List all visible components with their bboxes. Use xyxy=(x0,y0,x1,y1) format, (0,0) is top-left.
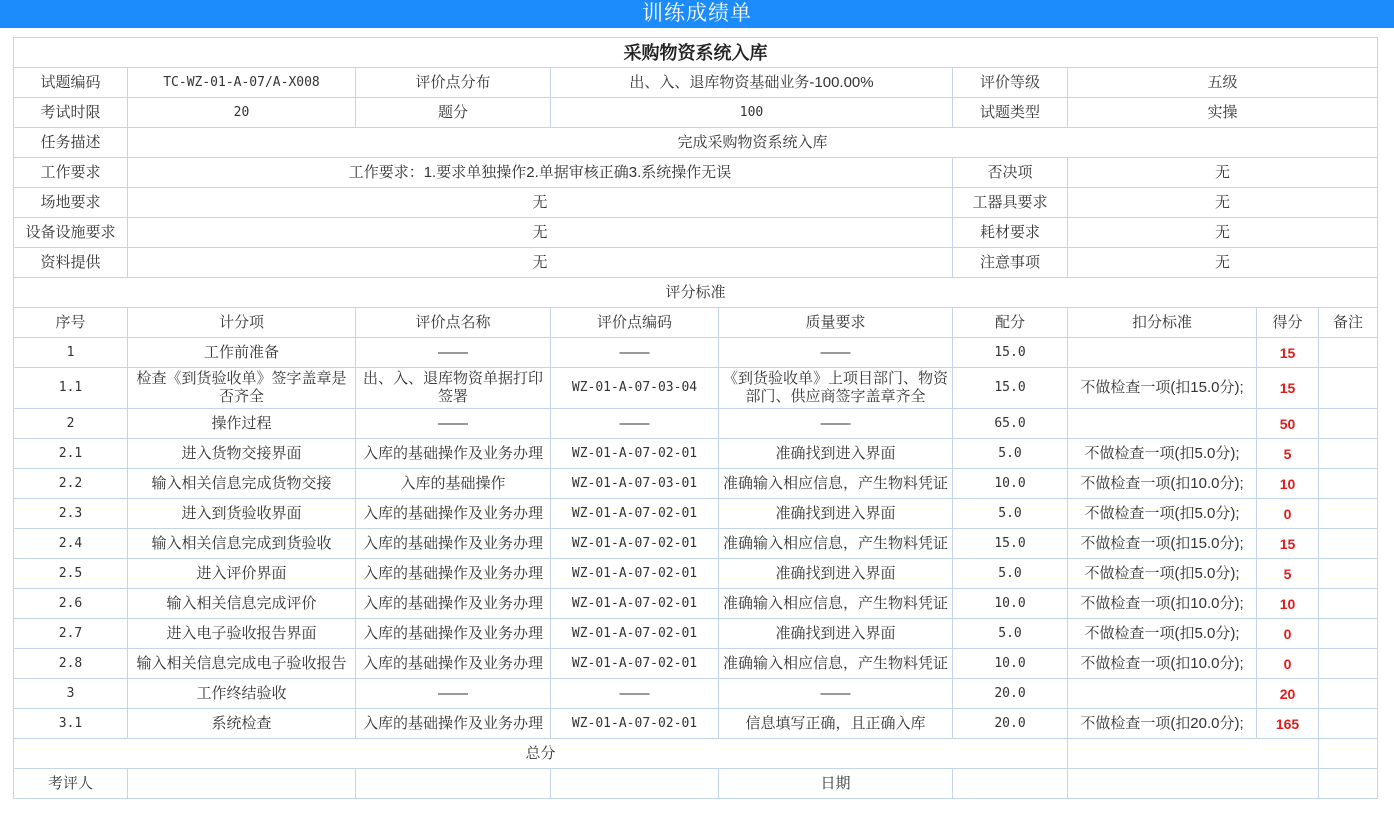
remark-cell xyxy=(1319,469,1378,499)
veto-item-label: 否决项 xyxy=(953,158,1068,188)
seq-cell: 2.6 xyxy=(14,589,128,619)
equipment-requirement-label: 设备设施要求 xyxy=(14,218,128,248)
quality-requirement-cell: 准确输入相应信息，产生物料凭证 xyxy=(719,469,953,499)
point-code-cell: WZ-01-A-07-02-01 xyxy=(551,499,719,529)
column-header-point-code: 评价点编码 xyxy=(551,308,719,338)
point-distribution-label: 评价点分布 xyxy=(356,68,551,98)
scoring-item-cell: 进入到货验收界面 xyxy=(128,499,356,529)
criteria-title: 评分标准 xyxy=(14,278,1378,308)
criteria-item-row xyxy=(14,649,1378,679)
deduction-rule-cell: 不做检查一项(扣10.0分); xyxy=(1068,649,1257,679)
consumable-requirement-label: 耗材要求 xyxy=(953,218,1068,248)
score-cell: 50 xyxy=(1257,409,1319,439)
criteria-item-row xyxy=(14,619,1378,649)
column-header-scoring-item: 计分项 xyxy=(128,308,356,338)
info-row-code xyxy=(14,68,1378,98)
criteria-title-row xyxy=(14,278,1378,308)
criteria-item-row xyxy=(14,469,1378,499)
seq-cell: 1 xyxy=(14,338,128,368)
criteria-header-row xyxy=(14,308,1378,338)
time-limit-value: 20 xyxy=(128,98,356,128)
sheet-title: 采购物资系统入库 xyxy=(14,38,1378,68)
info-row-work-requirement xyxy=(14,158,1378,188)
deduction-rule-cell: 不做检查一项(扣20.0分); xyxy=(1068,709,1257,739)
score-cell: 165 xyxy=(1257,709,1319,739)
remark-cell xyxy=(1319,439,1378,469)
page-header-bar xyxy=(0,0,1394,28)
weight-cell: 15.0 xyxy=(953,529,1068,559)
score-cell: 0 xyxy=(1257,499,1319,529)
score-cell: 5 xyxy=(1257,559,1319,589)
examiner-label: 考评人 xyxy=(14,769,128,799)
consumable-requirement-value: 无 xyxy=(1068,218,1378,248)
criteria-group-row xyxy=(14,338,1378,368)
task-description-value: 完成采购物资系统入库 xyxy=(128,128,1378,158)
seq-cell: 2.1 xyxy=(14,439,128,469)
point-code-cell: WZ-01-A-07-02-01 xyxy=(551,709,719,739)
point-code-cell: WZ-01-A-07-02-01 xyxy=(551,529,719,559)
column-header-remark: 备注 xyxy=(1319,308,1378,338)
deduction-rule-cell: 不做检查一项(扣15.0分); xyxy=(1068,529,1257,559)
total-remark-cell xyxy=(1319,739,1378,769)
examiner-name-cell xyxy=(128,769,356,799)
point-code-cell: WZ-01-A-07-02-01 xyxy=(551,619,719,649)
point-distribution-value: 出、入、退库物资基础业务-100.00% xyxy=(551,68,953,98)
criteria-group-row xyxy=(14,679,1378,709)
scoring-item-cell: 输入相关信息完成电子验收报告 xyxy=(128,649,356,679)
remark-cell xyxy=(1319,709,1378,739)
column-header-weight: 配分 xyxy=(953,308,1068,338)
criteria-item-row xyxy=(14,709,1378,739)
point-name-cell: 入库的基础操作及业务办理 xyxy=(356,559,551,589)
notes-label: 注意事项 xyxy=(953,248,1068,278)
info-row-equipment xyxy=(14,218,1378,248)
total-score-cell xyxy=(1068,739,1319,769)
question-code-label: 试题编码 xyxy=(14,68,128,98)
point-name-cell: 入库的基础操作及业务办理 xyxy=(356,499,551,529)
materials-value: 无 xyxy=(128,248,953,278)
tool-requirement-value: 无 xyxy=(1068,188,1378,218)
remark-cell xyxy=(1319,619,1378,649)
point-name-cell: 入库的基础操作及业务办理 xyxy=(356,589,551,619)
criteria-item-row xyxy=(14,589,1378,619)
criteria-item-row xyxy=(14,559,1378,589)
deduction-rule-cell: 不做检查一项(扣5.0分); xyxy=(1068,499,1257,529)
quality-requirement-cell: 信息填写正确，且正确入库 xyxy=(719,709,953,739)
scoring-item-cell: 进入货物交接界面 xyxy=(128,439,356,469)
tool-requirement-label: 工器具要求 xyxy=(953,188,1068,218)
seq-cell: 2.2 xyxy=(14,469,128,499)
info-row-time xyxy=(14,98,1378,128)
score-cell: 15 xyxy=(1257,338,1319,368)
criteria-item-row xyxy=(14,368,1378,409)
quality-requirement-cell: 准确找到进入界面 xyxy=(719,619,953,649)
criteria-item-row xyxy=(14,529,1378,559)
deduction-rule-cell: 不做检查一项(扣5.0分); xyxy=(1068,439,1257,469)
criteria-item-row xyxy=(14,439,1378,469)
weight-cell: 5.0 xyxy=(953,439,1068,469)
deduction-rule-cell: 不做检查一项(扣5.0分); xyxy=(1068,619,1257,649)
scoring-item-cell: 检查《到货验收单》签字盖章是否齐全 xyxy=(128,368,356,409)
seq-cell: 2.3 xyxy=(14,499,128,529)
quality-requirement-cell: —— xyxy=(719,409,953,439)
point-name-cell: 出、入、退库物资单据打印签署 xyxy=(356,368,551,409)
weight-cell: 10.0 xyxy=(953,469,1068,499)
point-name-cell: 入库的基础操作及业务办理 xyxy=(356,709,551,739)
criteria-item-row xyxy=(14,499,1378,529)
seq-cell: 2 xyxy=(14,409,128,439)
time-limit-label: 考试时限 xyxy=(14,98,128,128)
deduction-rule-cell xyxy=(1068,409,1257,439)
seq-cell: 3.1 xyxy=(14,709,128,739)
deduction-rule-cell xyxy=(1068,338,1257,368)
site-requirement-value: 无 xyxy=(128,188,953,218)
site-requirement-label: 场地要求 xyxy=(14,188,128,218)
scoring-item-cell: 进入评价界面 xyxy=(128,559,356,589)
remark-cell xyxy=(1319,529,1378,559)
point-name-cell: 入库的基础操作及业务办理 xyxy=(356,529,551,559)
weight-cell: 20.0 xyxy=(953,709,1068,739)
signature-blank-cell xyxy=(356,769,551,799)
weight-cell: 20.0 xyxy=(953,679,1068,709)
deduction-rule-cell: 不做检查一项(扣10.0分); xyxy=(1068,589,1257,619)
sheet-info-section xyxy=(14,38,1378,338)
point-code-cell: WZ-01-A-07-02-01 xyxy=(551,649,719,679)
point-code-cell: WZ-01-A-07-02-01 xyxy=(551,589,719,619)
quality-requirement-cell: 准确输入相应信息，产生物料凭证 xyxy=(719,529,953,559)
equipment-requirement-value: 无 xyxy=(128,218,953,248)
quality-requirement-cell: 准确输入相应信息，产生物料凭证 xyxy=(719,589,953,619)
quality-requirement-cell: —— xyxy=(719,679,953,709)
evaluation-level-label: 评价等级 xyxy=(953,68,1068,98)
scoring-item-cell: 操作过程 xyxy=(128,409,356,439)
scoring-item-cell: 输入相关信息完成到货验收 xyxy=(128,529,356,559)
task-description-label: 任务描述 xyxy=(14,128,128,158)
column-header-point-name: 评价点名称 xyxy=(356,308,551,338)
weight-cell: 5.0 xyxy=(953,559,1068,589)
date-label: 日期 xyxy=(719,769,953,799)
work-requirement-label: 工作要求 xyxy=(14,158,128,188)
remark-cell xyxy=(1319,368,1378,409)
question-type-value: 实操 xyxy=(1068,98,1378,128)
scoring-item-cell: 工作前准备 xyxy=(128,338,356,368)
column-header-seq: 序号 xyxy=(14,308,128,338)
evaluation-level-value: 五级 xyxy=(1068,68,1378,98)
weight-cell: 65.0 xyxy=(953,409,1068,439)
column-header-deduction-rule: 扣分标准 xyxy=(1068,308,1257,338)
criteria-group-row xyxy=(14,409,1378,439)
seq-cell: 2.5 xyxy=(14,559,128,589)
weight-cell: 15.0 xyxy=(953,338,1068,368)
remark-cell xyxy=(1319,499,1378,529)
weight-cell: 15.0 xyxy=(953,368,1068,409)
score-cell: 20 xyxy=(1257,679,1319,709)
point-name-cell: 入库的基础操作 xyxy=(356,469,551,499)
point-name-cell: 入库的基础操作及业务办理 xyxy=(356,649,551,679)
total-row xyxy=(14,739,1378,769)
quality-requirement-cell: 准确找到进入界面 xyxy=(719,559,953,589)
work-requirement-value: 工作要求：1.要求单独操作2.单据审核正确3.系统操作无误 xyxy=(128,158,953,188)
question-score-value: 100 xyxy=(551,98,953,128)
quality-requirement-cell: 准确输入相应信息，产生物料凭证 xyxy=(719,649,953,679)
date-value-cell xyxy=(953,769,1068,799)
score-cell: 10 xyxy=(1257,589,1319,619)
seq-cell: 1.1 xyxy=(14,368,128,409)
question-type-label: 试题类型 xyxy=(953,98,1068,128)
deduction-rule-cell: 不做检查一项(扣5.0分); xyxy=(1068,559,1257,589)
point-name-cell: 入库的基础操作及业务办理 xyxy=(356,439,551,469)
score-cell: 5 xyxy=(1257,439,1319,469)
quality-requirement-cell: —— xyxy=(719,338,953,368)
point-code-cell: WZ-01-A-07-03-01 xyxy=(551,469,719,499)
scoring-item-cell: 进入电子验收报告界面 xyxy=(128,619,356,649)
signature-blank-cell xyxy=(551,769,719,799)
point-name-cell: 入库的基础操作及业务办理 xyxy=(356,619,551,649)
scoring-item-cell: 输入相关信息完成货物交接 xyxy=(128,469,356,499)
point-code-cell: —— xyxy=(551,338,719,368)
quality-requirement-cell: 《到货验收单》上项目部门、物资部门、供应商签字盖章齐全 xyxy=(719,368,953,409)
column-header-score: 得分 xyxy=(1257,308,1319,338)
sheet-footer-section xyxy=(14,739,1378,799)
remark-cell xyxy=(1319,649,1378,679)
deduction-rule-cell: 不做检查一项(扣10.0分); xyxy=(1068,469,1257,499)
page-title: 训练成绩单 xyxy=(642,2,752,25)
signature-blank-cell xyxy=(1068,769,1319,799)
point-name-cell: —— xyxy=(356,679,551,709)
point-code-cell: WZ-01-A-07-02-01 xyxy=(551,559,719,589)
point-code-cell: —— xyxy=(551,679,719,709)
point-code-cell: WZ-01-A-07-02-01 xyxy=(551,439,719,469)
total-label: 总分 xyxy=(14,739,1068,769)
info-row-task xyxy=(14,128,1378,158)
scoring-item-cell: 输入相关信息完成评价 xyxy=(128,589,356,619)
seq-cell: 2.4 xyxy=(14,529,128,559)
point-code-cell: WZ-01-A-07-03-04 xyxy=(551,368,719,409)
info-row-materials xyxy=(14,248,1378,278)
remark-cell xyxy=(1319,679,1378,709)
seq-cell: 2.7 xyxy=(14,619,128,649)
question-code-value: TC-WZ-01-A-07/A-X008 xyxy=(128,68,356,98)
notes-value: 无 xyxy=(1068,248,1378,278)
score-cell: 15 xyxy=(1257,529,1319,559)
score-cell: 10 xyxy=(1257,469,1319,499)
weight-cell: 5.0 xyxy=(953,499,1068,529)
quality-requirement-cell: 准确找到进入界面 xyxy=(719,439,953,469)
score-cell: 0 xyxy=(1257,649,1319,679)
signature-row xyxy=(14,769,1378,799)
scoring-item-cell: 系统检查 xyxy=(128,709,356,739)
scoring-item-cell: 工作终结验收 xyxy=(128,679,356,709)
remark-cell xyxy=(1319,559,1378,589)
weight-cell: 10.0 xyxy=(953,589,1068,619)
signature-blank-cell xyxy=(1319,769,1378,799)
column-header-quality-requirement: 质量要求 xyxy=(719,308,953,338)
quality-requirement-cell: 准确找到进入界面 xyxy=(719,499,953,529)
weight-cell: 5.0 xyxy=(953,619,1068,649)
remark-cell xyxy=(1319,589,1378,619)
point-name-cell: —— xyxy=(356,409,551,439)
info-row-site xyxy=(14,188,1378,218)
remark-cell xyxy=(1319,409,1378,439)
score-cell: 15 xyxy=(1257,368,1319,409)
deduction-rule-cell: 不做检查一项(扣15.0分); xyxy=(1068,368,1257,409)
score-sheet-table xyxy=(13,37,1378,799)
point-code-cell: —— xyxy=(551,409,719,439)
sheet-title-row xyxy=(14,38,1378,68)
deduction-rule-cell xyxy=(1068,679,1257,709)
veto-item-value: 无 xyxy=(1068,158,1378,188)
weight-cell: 10.0 xyxy=(953,649,1068,679)
seq-cell: 3 xyxy=(14,679,128,709)
question-score-label: 题分 xyxy=(356,98,551,128)
point-name-cell: —— xyxy=(356,338,551,368)
materials-label: 资料提供 xyxy=(14,248,128,278)
score-cell: 0 xyxy=(1257,619,1319,649)
seq-cell: 2.8 xyxy=(14,649,128,679)
remark-cell xyxy=(1319,338,1378,368)
criteria-rows xyxy=(14,338,1378,739)
